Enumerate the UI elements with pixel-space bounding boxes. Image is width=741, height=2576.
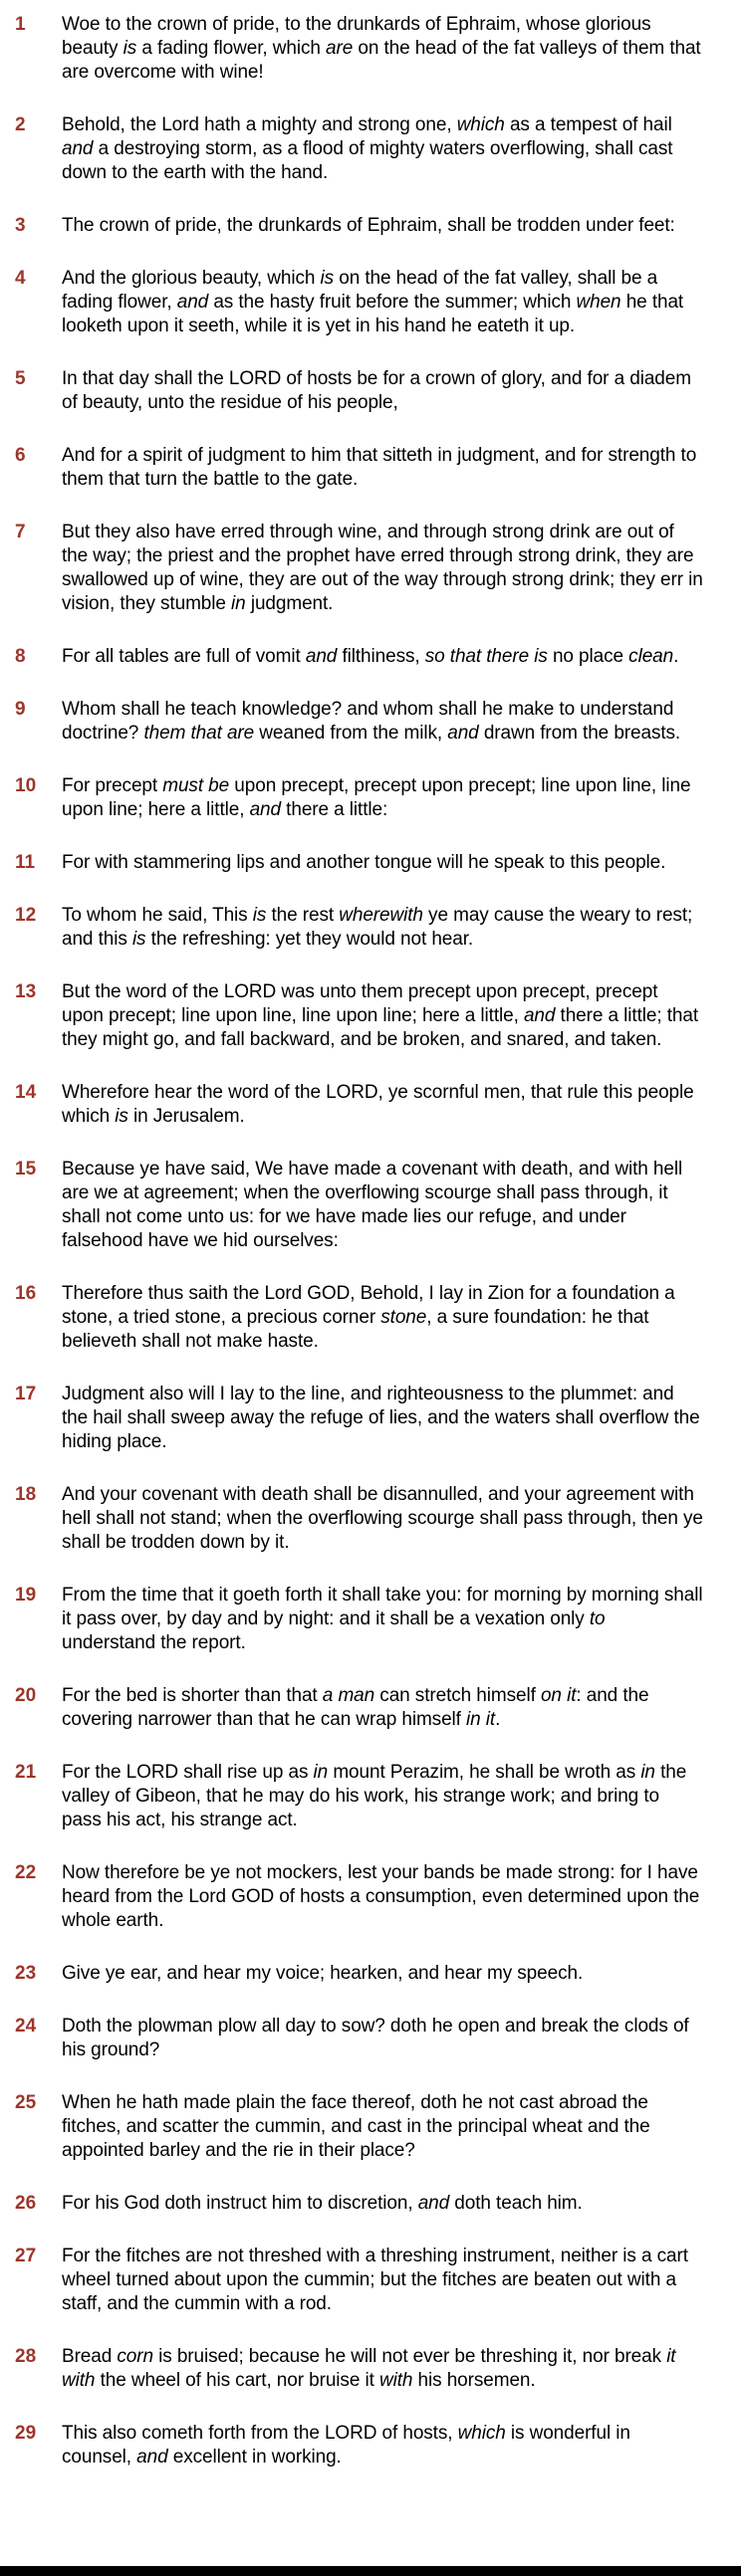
verse	[0, 1761, 741, 1832]
verse-number: 26	[15, 2193, 37, 2214]
verse-number: 18	[15, 1484, 37, 1505]
verse	[0, 444, 741, 492]
verse-number: 23	[15, 1963, 37, 1984]
verse-text: The crown of pride, the drunkards of Ephraim, shall be trodden under feet:	[62, 215, 675, 236]
verse-number: 20	[15, 1685, 37, 1706]
verse-number: 3	[15, 215, 26, 236]
verse-text: When he hath made plain the face thereof, doth he not cast abroad the fitches, and scatter the cummin, and cast in the principal wheat and the appointed barley and the rie in their place?	[62, 2092, 650, 2161]
verse-text: From the time that it goeth forth it shall take you: for morning by morning shall it pass over, by day and by night: and it shall be a vexation only to understand the report.	[62, 1585, 703, 1653]
verse-number: 28	[15, 2346, 37, 2367]
verse-text: And the glorious beauty, which is on the head of the fat valley, shall be a fading flower, and as the hasty fruit before the summer; which when he that looketh upon it seeth, while it is yet in his hand he eateth it up.	[62, 268, 684, 336]
verse-text: Judgment also will I lay to the line, and righteousness to the plummet: and the hail shall sweep away the refuge of lies, and the waters shall overflow the hiding place.	[62, 1384, 700, 1452]
verse	[0, 980, 741, 1052]
verse-number: 12	[15, 905, 37, 926]
verse	[0, 645, 741, 669]
verse-text: Behold, the Lord hath a mighty and strong one, which as a tempest of hail and a destroying storm, as a flood of mighty waters overflowing, shall cast down to the earth with the hand.	[62, 114, 673, 183]
verse-text: And your covenant with death shall be disannulled, and your agreement with hell shall not stand; when the overflowing scourge shall pass through, then ye shall be trodden down by it.	[62, 1484, 703, 1553]
verse-number: 6	[15, 445, 26, 466]
verse	[0, 13, 741, 85]
verse	[0, 2192, 741, 2216]
verse-text: For with stammering lips and another tongue will he speak to this people.	[62, 852, 666, 873]
verse-text: In that day shall the LORD of hosts be for a crown of glory, and for a diadem of beauty, unto the residue of his people,	[62, 368, 691, 413]
verse-number: 4	[15, 268, 26, 289]
verse	[0, 367, 741, 415]
verse-text: For his God doth instruct him to discretion, and doth teach him.	[62, 2193, 583, 2214]
verse-text: For precept must be upon precept, precept upon precept; line upon line, line upon line; here a little, and there a little:	[62, 775, 691, 820]
verse-text: But the word of the LORD was unto them precept upon precept, precept upon precept; line upon line, line upon line; here a little, and there a little; that they might go, and fall backward, and be broken, and snared, and taken.	[62, 981, 699, 1050]
verse-text: For the fitches are not threshed with a threshing instrument, neither is a cart wheel turned about upon the cummin; but the fitches are beaten out with a staff, and the cummin with a rod.	[62, 2246, 688, 2314]
verse	[0, 521, 741, 616]
verse-number: 8	[15, 646, 26, 667]
verse-text: Whom shall he teach knowledge? and whom shall he make to understand doctrine? them that are weaned from the milk, and drawn from the breasts.	[62, 699, 681, 744]
verse	[0, 2091, 741, 2163]
verse-text: Therefore thus saith the Lord GOD, Behold, I lay in Zion for a foundation a stone, a tried stone, a precious corner stone, a sure foundation: he that believeth shall not make haste.	[62, 1283, 675, 1352]
verse-text: For the bed is shorter than that a man can stretch himself on it: and the covering narrower than that he can wrap himself in it.	[62, 1685, 649, 1730]
verse	[0, 2015, 741, 2062]
verse	[0, 1584, 741, 1655]
verse-number: 13	[15, 981, 37, 1002]
verse-number: 15	[15, 1159, 37, 1180]
verse	[0, 113, 741, 185]
verse	[0, 1861, 741, 1933]
verse-number: 10	[15, 775, 37, 796]
verse	[0, 1081, 741, 1129]
verse	[0, 1684, 741, 1732]
verse	[0, 1282, 741, 1354]
verse-text: But they also have erred through wine, and through strong drink are out of the way; the priest and the prophet have erred through strong drink, they are swallowed up of wine, they are out of the way through strong drink; they err in vision, they stumble in judgment.	[62, 522, 703, 614]
verse-number: 7	[15, 522, 26, 542]
verse-number: 11	[15, 852, 36, 873]
verse-text: Woe to the crown of pride, to the drunkards of Ephraim, whose glorious beauty is a fading flower, which are on the head of the fat valleys of them that are overcome with wine!	[62, 14, 701, 83]
verse	[0, 851, 741, 875]
verse-number: 22	[15, 1862, 37, 1883]
verse-number: 24	[15, 2016, 37, 2037]
verse-number: 2	[15, 114, 26, 135]
verse-number: 16	[15, 1283, 37, 1304]
verse-text: For all tables are full of vomit and filthiness, so that there is no place clean.	[62, 646, 679, 667]
verse-number: 27	[15, 2246, 37, 2266]
verse	[0, 1483, 741, 1555]
verse-text: Now therefore be ye not mockers, lest your bands be made strong: for I have heard from the Lord GOD of hosts a consumption, even determined upon the whole earth.	[62, 1862, 700, 1931]
verse	[0, 214, 741, 238]
verse-text: Give ye ear, and hear my voice; hearken, and hear my speech.	[62, 1963, 584, 1984]
verse-text: To whom he said, This is the rest wherewith ye may cause the weary to rest; and this is the refreshing: yet they would not hear.	[62, 905, 693, 950]
verse-text: For the LORD shall rise up as in mount Perazim, he shall be wroth as in the valley of Gibeon, that he may do his work, his strange work; and bring to pass his act, his strange act.	[62, 1762, 687, 1830]
verse-number: 1	[15, 14, 26, 35]
verse-text: Wherefore hear the word of the LORD, ye scornful men, that rule this people which is in Jerusalem.	[62, 1082, 694, 1127]
verse-text: Doth the plowman plow all day to sow? doth he open and break the clods of his ground?	[62, 2016, 689, 2060]
verse-number: 17	[15, 1384, 37, 1404]
verse	[0, 1158, 741, 1253]
verse-number: 14	[15, 1082, 37, 1103]
verse-text: This also cometh forth from the LORD of hosts, which is wonderful in counsel, and excellent in working.	[62, 2423, 630, 2468]
verse	[0, 698, 741, 746]
verse-number: 21	[15, 1762, 37, 1783]
verse	[0, 2422, 741, 2469]
verse-number: 9	[15, 699, 26, 720]
verse	[0, 774, 741, 822]
verse-text: Because ye have said, We have made a covenant with death, and with hell are we at agreement; when the overflowing scourge shall pass through, it shall not come unto us: for we have made lies our refuge, and under falsehood have we hid ourselves:	[62, 1159, 683, 1251]
verse	[0, 267, 741, 338]
verse-text: And for a spirit of judgment to him that sitteth in judgment, and for strength to them that turn the battle to the gate.	[62, 445, 697, 490]
verse-number: 19	[15, 1585, 37, 1606]
verse	[0, 2345, 741, 2393]
verse	[0, 2245, 741, 2316]
verse-list	[0, 13, 741, 2469]
verse-number: 29	[15, 2423, 37, 2444]
bottom-border-bar	[0, 2566, 741, 2576]
verse-text: Bread corn is bruised; because he will not ever be threshing it, nor break it with the wheel of his cart, nor bruise it with his horsemen.	[62, 2346, 676, 2391]
verse-number: 25	[15, 2092, 37, 2113]
verse	[0, 904, 741, 952]
verse	[0, 1962, 741, 1986]
verse	[0, 1383, 741, 1454]
verse-number: 5	[15, 368, 26, 389]
